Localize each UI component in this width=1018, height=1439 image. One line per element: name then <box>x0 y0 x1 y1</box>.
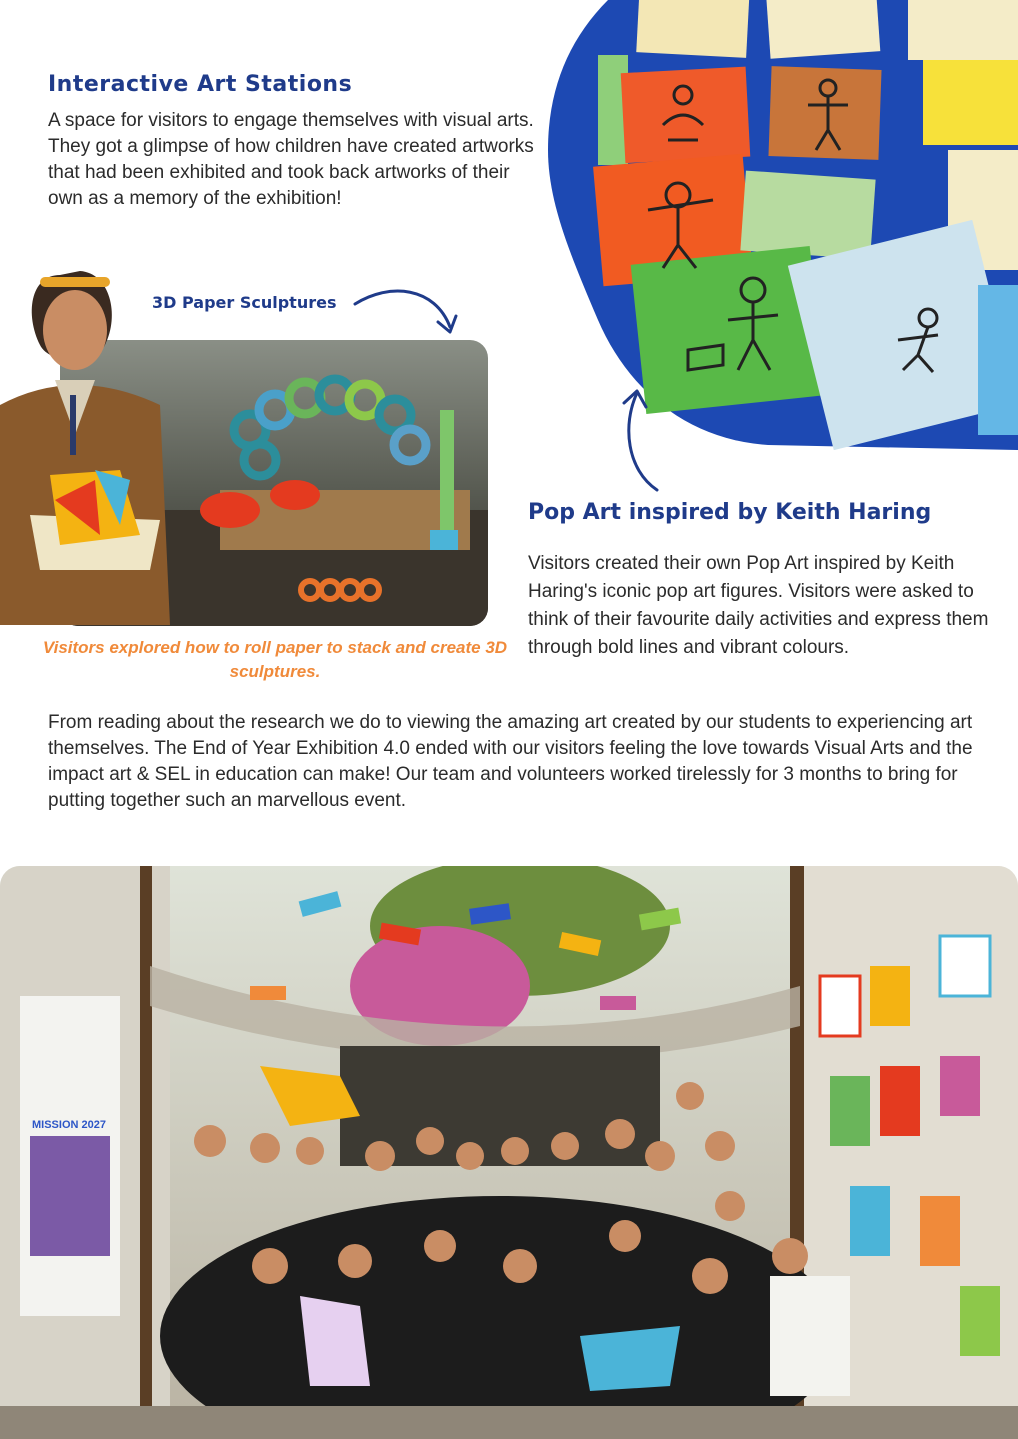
pop-art-body: Visitors created their own Pop Art inspired by Keith Haring's iconic pop art figures. Visitors were asked to think of their favourite daily activities and express them through bold lines and vibrant colours. <box>528 553 989 658</box>
closing-paragraph: From reading about the research we do to viewing the amazing art created by our students to experiencing art themselves. The End of Year Exhibition 4.0 ended with our visitors feeling the love towards Visual Arts and the impact art & SEL in education can make! Our team and volunteers worked tirelessly for 3 months to bring for putting together such an marvellous event. <box>48 712 973 811</box>
interactive-art-stations-body: A space for visitors to engage themselves with visual arts. They got a glimpse of how children have created artworks that had been exhibited and took back artworks of their own as a memory of the exhibition! <box>48 110 534 209</box>
interactive-art-stations-title: Interactive Art Stations <box>48 72 353 97</box>
paper-sculptures-label: 3D Paper Sculptures <box>152 293 337 312</box>
mission-banner-text: MISSION 2027 <box>32 1119 106 1131</box>
pop-art-title: Pop Art inspired by Keith Haring <box>528 500 932 525</box>
girl-with-sculpture-photo <box>0 255 170 625</box>
paper-sculpture-caption: Visitors explored how to roll paper to stack and create 3D sculptures. <box>42 638 508 681</box>
curved-arrow-icon <box>350 282 470 342</box>
curved-up-arrow-icon <box>612 385 672 495</box>
keith-haring-artwork-photo <box>538 0 1018 450</box>
team-group-photo <box>0 866 1018 1439</box>
